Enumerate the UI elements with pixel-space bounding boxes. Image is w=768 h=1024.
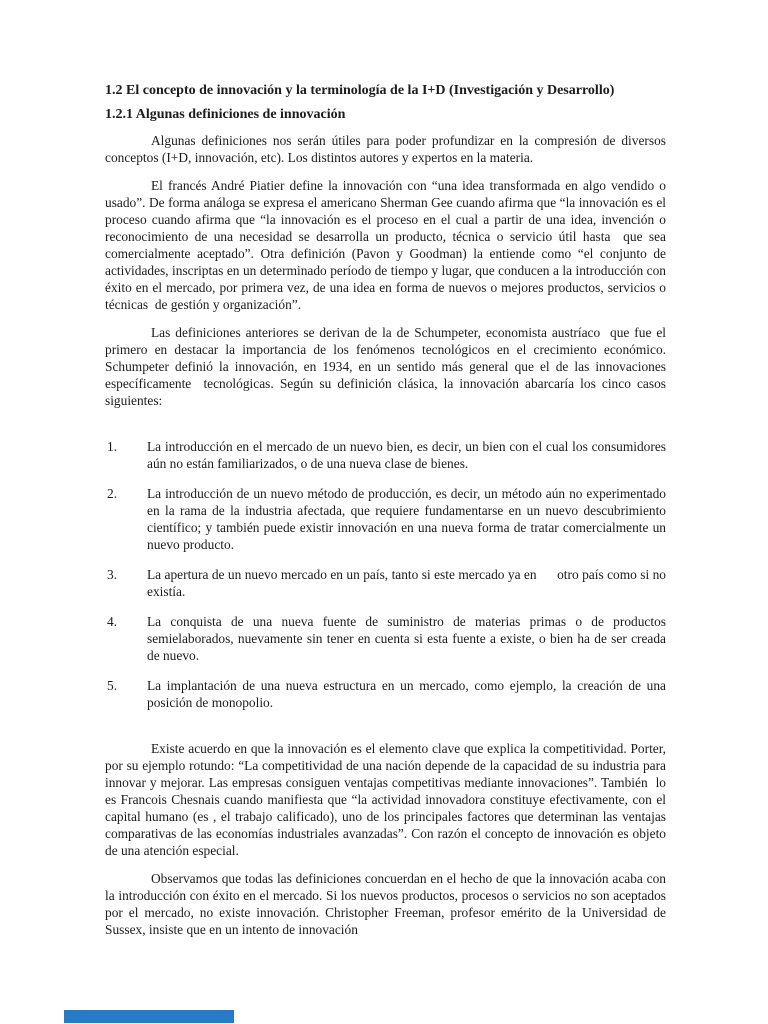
- list-item: [105, 438, 666, 472]
- list-item: [105, 566, 666, 600]
- list-item-text: La conquista de una nueva fuente de suministro de materias primas o de productos semielaborados, nuevamente sin tener en cuenta si esta fuente a existe, o bien ha de ser creada de nuevo.: [147, 614, 666, 663]
- paragraph-competitividad: Existe acuerdo en que la innovación es el elemento clave que explica la competitividad. Porter, por su ejemplo rotundo: “La competitividad de una nación depende de la capacidad de su industria para innovar y mejorar. Las empresas consiguen ventajas competitivas mediante innovaciones”. También lo es Francois Chesnais cuando manifiesta que “la actividad innovadora constituye efectivamente, con el capital humano (es , el trabajo calificado), uno de los principales factores que determinan las ventajas comparativas de las economías industriales avanzadas”. Con razón el concepto de innovación es objeto de una atención especial.: [105, 741, 666, 858]
- list-item: [105, 485, 666, 553]
- list-item-number: 3.: [107, 567, 118, 582]
- list-item-text: La introducción en el mercado de un nuevo bien, es decir, un bien con el cual los consumidores aún no están familiarizados, o de una nueva clase de bienes.: [147, 439, 666, 471]
- list-item-number: 1.: [107, 439, 118, 454]
- paragraph-definitions: El francés André Piatier define la innovación con “una idea transformada en algo vendido o usado”. De forma análoga se expresa el americano Sherman Gee cuando afirma que “la innovación es el proceso cuando afirma que “la innovación es el proceso en el cual a partir de una idea, invención o reconocimiento de una necesidad se desarrolla un producto, técnica o servicio útil hasta que sea comercialmente aceptado”. Otra definición (Pavon y Goodman) la entiende como “el conjunto de actividades, inscriptas en un determinado período de tiempo y lugar, que conducen a la introducción con éxito en el mercado, por primera vez, de una idea en forma de nuevos o mejores productos, servicios o técnicas de gestión y organización”.: [105, 178, 666, 312]
- bottom-blue-bar: [64, 1010, 234, 1023]
- paragraph-intro: Algunas definiciones nos serán útiles para poder profundizar en la compresión de diversos conceptos (I+D, innovación, etc). Los distintos autores y expertos en la materia.: [105, 133, 666, 165]
- list-item-text: La introducción de un nuevo método de producción, es decir, un método aún no experimentado en la rama de la industria afectada, que requiere fundamentarse en un nuevo descubrimiento científico; y también puede existir innovación en una nueva forma de tratar comercialmente un nuevo producto.: [147, 486, 666, 552]
- list-item: [105, 613, 666, 664]
- list-item-text: La apertura de un nuevo mercado en un país, tanto si este mercado ya en otro país como si no existía.: [147, 567, 666, 599]
- subsection-heading: 1.2.1 Algunas definiciones de innovación: [105, 106, 346, 122]
- section-heading: 1.2 El concepto de innovación y la terminología de la I+D (Investigación y Desarrollo): [105, 83, 615, 98]
- list-item-number: 4.: [107, 614, 118, 629]
- paragraph-observamos: Observamos que todas las definiciones concuerdan en el hecho de que la innovación acaba con la introducción con éxito en el mercado. Si los nuevos productos, procesos o servicios no son aceptados por el mercado, no existe innovación. Christopher Freeman, profesor emérito de la Universidad de Sussex, insiste que en un intento de innovación: [105, 871, 666, 937]
- page-content: [105, 82, 666, 949]
- list-item-number: 5.: [107, 678, 118, 693]
- list-item-text: La implantación de una nueva estructura en un mercado, como ejemplo, la creación de una posición de monopolio.: [147, 678, 666, 710]
- paragraph-schumpeter: Las definiciones anteriores se derivan de la de Schumpeter, economista austríaco que fue el primero en destacar la importancia de los fenómenos tecnológicos en el crecimiento económico. Schumpeter definió la innovación, en 1934, en un sentido más general que el de las innovaciones específicamente tecnológicas. Según su definición clásica, la innovación abarcaría los cinco casos siguientes:: [105, 325, 666, 408]
- list-item: [105, 677, 666, 711]
- numbered-list: [105, 438, 666, 711]
- list-item-number: 2.: [107, 486, 118, 501]
